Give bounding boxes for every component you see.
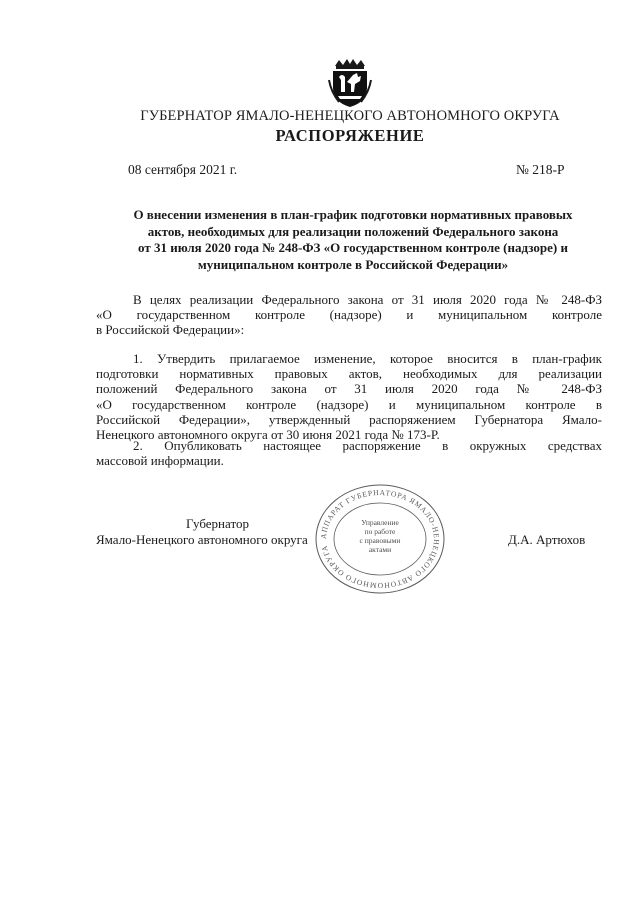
- stamp-line: с правовыми: [359, 536, 401, 545]
- item-2-paragraph: [96, 438, 602, 468]
- preamble-paragraph: [96, 292, 602, 338]
- signatory-organization: Ямало-Ненецкого автономного округа: [96, 532, 308, 547]
- item-1-paragraph: [96, 351, 602, 442]
- text-line: В целях реализации Федерального закона от 31 июля 2020 года № 248-ФЗ: [133, 292, 602, 307]
- stamp-inner-text: [344, 518, 416, 554]
- document-number: № 218-Р: [516, 162, 565, 177]
- title-line: О внесении изменения в план-график подготовки нормативных правовых: [133, 207, 573, 222]
- document-title: [80, 207, 626, 273]
- stamp-ring-text: АППАРАТ ГУБЕРНАТОРА ЯМАЛО-НЕНЕЦКОГО АВТОНОМНОГО ОКРУГА: [318, 487, 442, 591]
- coat-of-arms-icon: [327, 58, 373, 108]
- signatory-name: Д.А. Артюхов: [508, 532, 586, 547]
- text-line: Российской Федерации», утвержденный распоряжением Губернатора Ямало-: [96, 411, 602, 427]
- title-line: муниципальном контроле в Российской Федерации»: [197, 256, 509, 272]
- title-line: актов, необходимых для реализации положений Федерального закона: [147, 223, 559, 239]
- text-line: Ненецкого автономного округа от 30 июня 2021 года № 173-Р.: [96, 427, 440, 443]
- text-line: «О государственном контроле (надзоре) и муниципальном контроле: [96, 307, 602, 323]
- text-line: «О государственном контроле (надзоре) и муниципальном контроле в: [96, 396, 602, 412]
- title-line: от 31 июля 2020 года № 248-ФЗ «О государственном контроле (надзоре) и: [138, 240, 568, 255]
- text-line: подготовки нормативных правовых актов, необходимых для реализации: [96, 366, 602, 382]
- text-line: массовой информации.: [96, 453, 224, 469]
- document-date: 08 сентября 2021 г.: [128, 162, 238, 177]
- stamp-line: по работе: [364, 527, 396, 536]
- text-line: в Российской Федерации»:: [96, 322, 245, 338]
- document-type-heading: РАСПОРЯЖЕНИЕ: [275, 126, 425, 145]
- stamp-line: Управление: [361, 518, 399, 527]
- stamp-line: актами: [368, 545, 392, 554]
- text-line: положений Федерального закона от 31 июля 2020 года № 248-ФЗ: [96, 381, 602, 397]
- signatory-title: Губернатор: [186, 516, 249, 531]
- text-line: 2. Опубликовать настоящее распоряжение в окружных средствах: [133, 438, 602, 453]
- text-line: 1. Утвердить прилагаемое изменение, которое вносится в план-график: [133, 351, 602, 366]
- authority-heading: ГУБЕРНАТОР ЯМАЛО-НЕНЕЦКОГО АВТОНОМНОГО ОКРУГА: [140, 108, 560, 124]
